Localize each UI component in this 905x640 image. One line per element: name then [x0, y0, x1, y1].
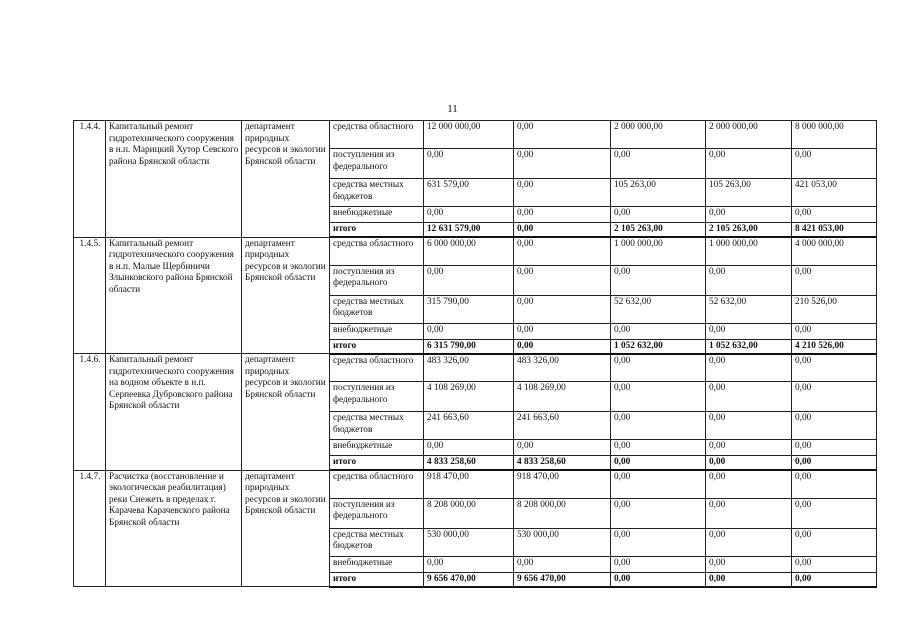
amount-cell: 0,00 — [792, 498, 877, 528]
funding-source: средства областного — [330, 121, 424, 149]
amount-cell: 631 579,00 — [424, 179, 514, 207]
amount-cell: 0,00 — [514, 295, 611, 323]
amount-cell: 0,00 — [611, 498, 706, 528]
amount-cell: 8 421 053,00 — [792, 223, 877, 238]
amount-cell: 1 052 632,00 — [611, 339, 706, 354]
amount-cell: 0,00 — [514, 149, 611, 179]
amount-cell: 0,00 — [611, 382, 706, 412]
page-number: 11 — [447, 103, 458, 115]
amount-cell: 0,00 — [611, 456, 706, 471]
amount-cell: 918 470,00 — [424, 470, 514, 498]
amount-cell: 0,00 — [611, 354, 706, 382]
amount-cell: 0,00 — [706, 149, 792, 179]
amount-cell: 0,00 — [611, 572, 706, 587]
amount-cell: 241 663,60 — [424, 412, 514, 440]
funding-source: внебюджетные — [330, 323, 424, 339]
amount-cell: 0,00 — [424, 440, 514, 456]
amount-cell: 0,00 — [514, 237, 611, 265]
amount-cell: 0,00 — [514, 440, 611, 456]
table-row — [74, 121, 877, 149]
amount-cell: 0,00 — [792, 354, 877, 382]
amount-cell: 0,00 — [792, 456, 877, 471]
amount-cell: 0,00 — [706, 382, 792, 412]
amount-cell: 4 108 269,00 — [424, 382, 514, 412]
amount-cell: 0,00 — [792, 572, 877, 587]
amount-cell: 530 000,00 — [514, 528, 611, 556]
amount-cell: 4 833 258,60 — [514, 456, 611, 471]
amount-cell: 12 631 579,00 — [424, 223, 514, 238]
funding-source: поступления из федерального — [330, 265, 424, 295]
amount-cell: 0,00 — [706, 323, 792, 339]
amount-cell: 8 208 000,00 — [424, 498, 514, 528]
funding-source: итого — [330, 339, 424, 354]
item-number: 1.4.5. — [74, 237, 106, 354]
funding-source: средства областного — [330, 470, 424, 498]
amount-cell: 0,00 — [792, 528, 877, 556]
funding-source: внебюджетные — [330, 207, 424, 223]
amount-cell: 0,00 — [611, 265, 706, 295]
table-row — [74, 354, 877, 382]
amount-cell: 105 263,00 — [706, 179, 792, 207]
funding-source: средства местных бюджетов — [330, 295, 424, 323]
amount-cell: 0,00 — [792, 149, 877, 179]
amount-cell: 52 632,00 — [611, 295, 706, 323]
amount-cell: 918 470,00 — [514, 470, 611, 498]
funding-source: средства местных бюджетов — [330, 528, 424, 556]
project-name: Капитальный ремонт гидротехнического сооружения на водном объекте в н.п. Серпеевка Дубровского района Брянской области — [106, 354, 242, 471]
amount-cell: 4 210 526,00 — [792, 339, 877, 354]
executor: департамент природных ресурсов и экологии Брянской области — [242, 121, 330, 238]
amount-cell: 0,00 — [706, 528, 792, 556]
amount-cell: 0,00 — [706, 556, 792, 572]
amount-cell: 0,00 — [611, 149, 706, 179]
funding-source: поступления из федерального — [330, 498, 424, 528]
amount-cell: 241 663,60 — [514, 412, 611, 440]
amount-cell: 0,00 — [792, 382, 877, 412]
funding-source: поступления из федерального — [330, 382, 424, 412]
amount-cell: 0,00 — [514, 223, 611, 238]
amount-cell: 0,00 — [514, 339, 611, 354]
funding-source: средства местных бюджетов — [330, 412, 424, 440]
amount-cell: 1 000 000,00 — [611, 237, 706, 265]
amount-cell: 0,00 — [514, 323, 611, 339]
amount-cell: 0,00 — [611, 528, 706, 556]
executor: департамент природных ресурсов и экологии Брянской области — [242, 354, 330, 471]
amount-cell: 4 000 000,00 — [792, 237, 877, 265]
table-body — [74, 121, 877, 587]
amount-cell: 0,00 — [611, 412, 706, 440]
amount-cell: 0,00 — [706, 412, 792, 440]
amount-cell: 483 326,00 — [424, 354, 514, 382]
amount-cell: 0,00 — [424, 149, 514, 179]
funding-source: итого — [330, 572, 424, 587]
amount-cell: 0,00 — [706, 572, 792, 587]
table-row — [74, 237, 877, 265]
amount-cell: 315 790,00 — [424, 295, 514, 323]
amount-cell: 2 105 263,00 — [611, 223, 706, 238]
amount-cell: 0,00 — [424, 207, 514, 223]
amount-cell: 4 833 258,60 — [424, 456, 514, 471]
amount-cell: 421 053,00 — [792, 179, 877, 207]
amount-cell: 8 208 000,00 — [514, 498, 611, 528]
amount-cell: 8 000 000,00 — [792, 121, 877, 149]
amount-cell: 0,00 — [706, 354, 792, 382]
amount-cell: 0,00 — [611, 323, 706, 339]
amount-cell: 530 000,00 — [424, 528, 514, 556]
amount-cell: 483 326,00 — [514, 354, 611, 382]
amount-cell: 1 000 000,00 — [706, 237, 792, 265]
item-number: 1.4.7. — [74, 470, 106, 587]
project-name: Расчистка (восстановление и экологическая реабилитация) реки Снежеть в пределах г. Карачева Карачевского района Брянской области — [106, 470, 242, 587]
amount-cell: 0,00 — [792, 470, 877, 498]
amount-cell: 0,00 — [424, 265, 514, 295]
amount-cell: 0,00 — [706, 456, 792, 471]
amount-cell: 0,00 — [611, 556, 706, 572]
amount-cell: 9 656 470,00 — [514, 572, 611, 587]
amount-cell: 12 000 000,00 — [424, 121, 514, 149]
executor: департамент природных ресурсов и экологии Брянской области — [242, 237, 330, 354]
funding-source: внебюджетные — [330, 440, 424, 456]
amount-cell: 0,00 — [706, 498, 792, 528]
amount-cell: 0,00 — [424, 556, 514, 572]
amount-cell: 0,00 — [611, 470, 706, 498]
amount-cell: 2 105 263,00 — [706, 223, 792, 238]
amount-cell: 2 000 000,00 — [611, 121, 706, 149]
amount-cell: 0,00 — [792, 556, 877, 572]
amount-cell: 9 656 470,00 — [424, 572, 514, 587]
amount-cell: 6 000 000,00 — [424, 237, 514, 265]
amount-cell: 0,00 — [514, 121, 611, 149]
funding-source: поступления из федерального — [330, 149, 424, 179]
project-name: Капитальный ремонт гидротехнического сооружения в н.п. Малые Щербиничи Злынковского района Брянской области — [106, 237, 242, 354]
amount-cell: 105 263,00 — [611, 179, 706, 207]
amount-cell: 1 052 632,00 — [706, 339, 792, 354]
amount-cell: 0,00 — [706, 440, 792, 456]
funding-source: итого — [330, 456, 424, 471]
amount-cell: 0,00 — [611, 207, 706, 223]
item-number: 1.4.4. — [74, 121, 106, 238]
amount-cell: 0,00 — [514, 179, 611, 207]
amount-cell: 0,00 — [611, 440, 706, 456]
amount-cell: 0,00 — [514, 265, 611, 295]
amount-cell: 0,00 — [514, 207, 611, 223]
amount-cell: 0,00 — [792, 323, 877, 339]
amount-cell: 4 108 269,00 — [514, 382, 611, 412]
item-number: 1.4.6. — [74, 354, 106, 471]
budget-table — [73, 120, 877, 588]
amount-cell: 0,00 — [792, 207, 877, 223]
amount-cell: 52 632,00 — [706, 295, 792, 323]
amount-cell: 0,00 — [792, 440, 877, 456]
funding-source: средства областного — [330, 237, 424, 265]
amount-cell: 0,00 — [424, 323, 514, 339]
amount-cell: 0,00 — [706, 265, 792, 295]
amount-cell: 0,00 — [514, 556, 611, 572]
funding-source: итого — [330, 223, 424, 238]
project-name: Капитальный ремонт гидротехнического сооружения в н.п. Марицкий Хутор Севского района Брянской области — [106, 121, 242, 238]
amount-cell: 0,00 — [792, 412, 877, 440]
table-row — [74, 470, 877, 498]
funding-source: внебюджетные — [330, 556, 424, 572]
amount-cell: 0,00 — [706, 207, 792, 223]
amount-cell: 210 526,00 — [792, 295, 877, 323]
amount-cell: 0,00 — [706, 470, 792, 498]
amount-cell: 6 315 790,00 — [424, 339, 514, 354]
amount-cell: 2 000 000,00 — [706, 121, 792, 149]
executor: департамент природных ресурсов и экологии Брянской области — [242, 470, 330, 587]
funding-source: средства областного — [330, 354, 424, 382]
amount-cell: 0,00 — [792, 265, 877, 295]
funding-source: средства местных бюджетов — [330, 179, 424, 207]
